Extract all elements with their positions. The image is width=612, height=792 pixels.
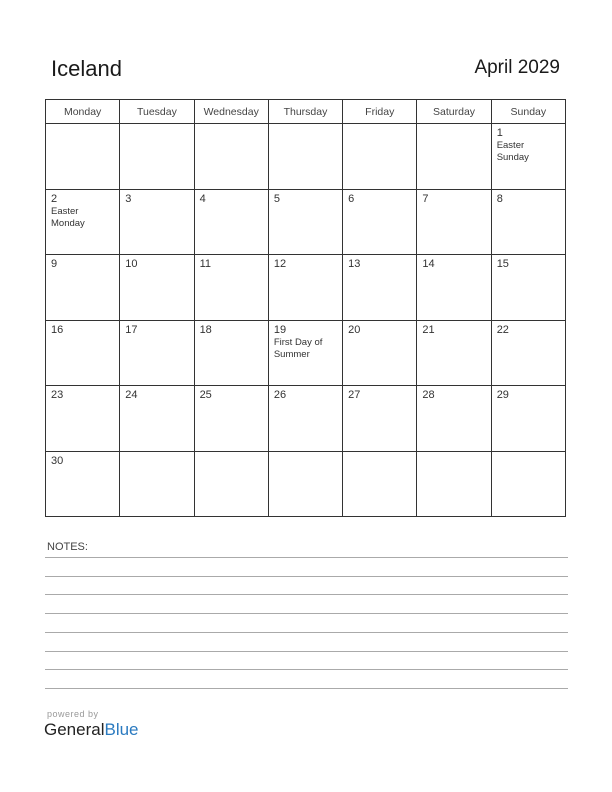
powered-by-text: powered by — [47, 709, 99, 719]
day-number: 7 — [422, 192, 429, 205]
calendar-grid — [45, 99, 566, 517]
day-cell — [491, 189, 565, 255]
day-number: 25 — [199, 389, 212, 401]
day-number: 18 — [199, 323, 212, 336]
day-cell — [268, 386, 342, 452]
day-number: 17 — [125, 323, 138, 336]
day-cell — [120, 386, 194, 452]
day-number: 26 — [273, 389, 287, 401]
day-number: 6 — [348, 192, 355, 205]
week-row — [46, 124, 566, 190]
calendar-month-title: April 2029 — [474, 57, 560, 78]
note-line — [45, 688, 568, 689]
day-cell — [120, 451, 194, 517]
day-number: 20 — [348, 323, 361, 336]
weekday-header: Tuesday — [120, 100, 194, 124]
day-cell — [268, 320, 342, 386]
day-number: 28 — [422, 389, 435, 401]
brand-blue: Blue — [104, 720, 139, 739]
day-cell — [46, 124, 120, 190]
day-cell — [46, 451, 120, 517]
day-number: 3 — [125, 192, 132, 205]
day-cell — [417, 124, 491, 190]
day-cell — [417, 386, 491, 452]
day-cell — [343, 124, 417, 190]
weekday-header: Thursday — [268, 100, 342, 124]
note-line — [45, 632, 568, 633]
day-cell — [343, 386, 417, 452]
holiday-label: Easter Monday — [51, 205, 85, 229]
week-row — [46, 189, 566, 255]
day-number: 23 — [51, 389, 64, 401]
day-number: 2 — [51, 192, 58, 205]
note-line — [45, 576, 568, 577]
weekday-header: Wednesday — [194, 100, 268, 124]
day-cell — [268, 451, 342, 517]
week-row — [46, 386, 566, 452]
day-cell — [268, 124, 342, 190]
note-line — [45, 594, 568, 595]
day-cell — [417, 255, 491, 321]
day-number: 9 — [51, 258, 58, 270]
day-cell — [46, 320, 120, 386]
day-number: 10 — [125, 258, 138, 270]
day-cell — [491, 124, 565, 190]
day-number: 5 — [273, 192, 280, 205]
weekday-header: Monday — [46, 100, 120, 124]
week-row — [46, 320, 566, 386]
day-number: 11 — [199, 258, 211, 270]
day-cell — [268, 255, 342, 321]
weekday-header: Friday — [343, 100, 417, 124]
day-cell — [417, 189, 491, 255]
day-cell — [194, 255, 268, 321]
day-number: 30 — [51, 454, 64, 467]
calendar-country-title: Iceland — [51, 56, 122, 81]
day-cell — [120, 189, 194, 255]
day-number: 22 — [496, 323, 509, 336]
weekday-header: Saturday — [417, 100, 491, 124]
day-cell — [343, 255, 417, 321]
day-cell — [46, 386, 120, 452]
day-cell — [194, 124, 268, 190]
day-cell — [46, 255, 120, 321]
day-cell — [491, 320, 565, 386]
day-cell — [46, 189, 120, 255]
day-cell — [194, 189, 268, 255]
day-cell — [120, 124, 194, 190]
day-cell — [268, 189, 342, 255]
day-cell — [491, 255, 565, 321]
note-line — [45, 651, 568, 652]
day-cell — [120, 320, 194, 386]
day-cell — [491, 451, 565, 517]
day-cell — [343, 189, 417, 255]
day-cell — [194, 386, 268, 452]
day-number: 8 — [496, 192, 503, 205]
day-cell — [417, 320, 491, 386]
day-cell — [194, 451, 268, 517]
day-number: 13 — [348, 258, 361, 270]
generalblue-logo — [44, 720, 139, 740]
note-line — [45, 669, 568, 670]
week-row — [46, 255, 566, 321]
day-number: 14 — [422, 258, 435, 270]
day-number: 12 — [273, 258, 287, 270]
day-number: 19 — [273, 323, 287, 336]
day-number: 21 — [422, 323, 435, 336]
note-line — [45, 613, 568, 614]
brand-general: General — [44, 720, 105, 739]
weekday-header-row — [46, 100, 566, 124]
day-cell — [120, 255, 194, 321]
note-line — [45, 557, 568, 558]
day-number: 29 — [496, 389, 509, 401]
day-cell — [491, 386, 565, 452]
day-number: 24 — [125, 389, 138, 401]
day-cell — [343, 320, 417, 386]
day-cell — [417, 451, 491, 517]
day-number: 16 — [51, 323, 64, 336]
day-number: 1 — [496, 127, 503, 139]
week-row — [46, 451, 566, 517]
day-cell — [194, 320, 268, 386]
day-number: 15 — [496, 258, 509, 270]
holiday-label: Easter Sunday — [496, 140, 529, 163]
day-number: 27 — [348, 389, 361, 401]
day-cell — [343, 451, 417, 517]
day-number: 4 — [199, 192, 206, 205]
weekday-header: Sunday — [491, 100, 565, 124]
notes-label: NOTES: — [47, 541, 88, 553]
holiday-label: First Day of Summer — [273, 336, 323, 360]
